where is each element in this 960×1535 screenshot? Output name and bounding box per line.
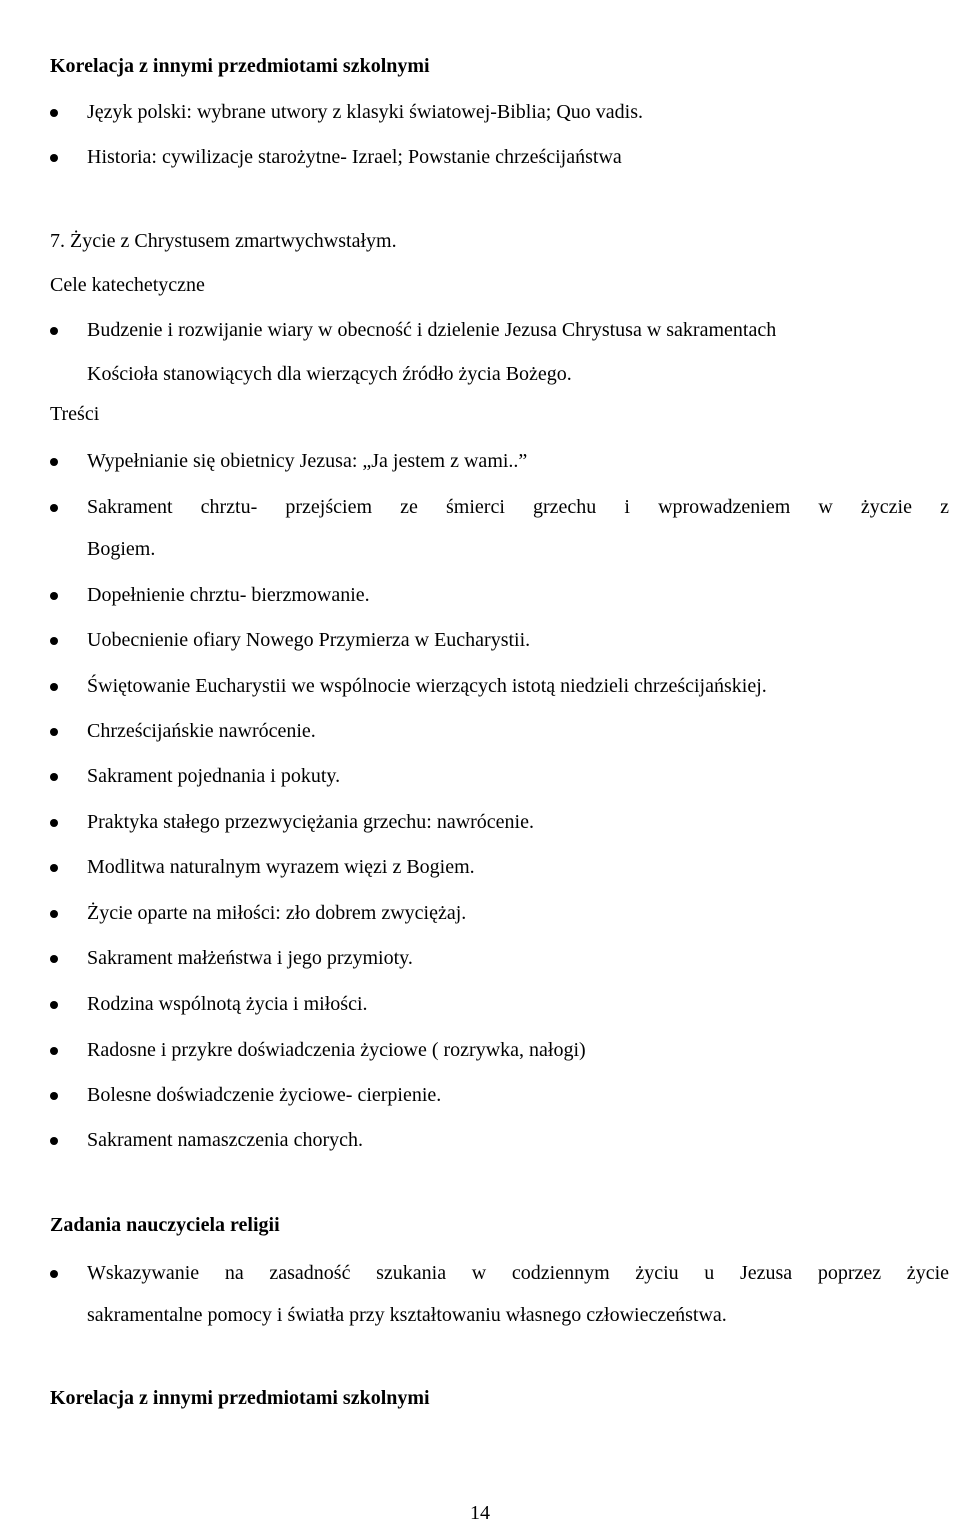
teacher-tasks-heading: Zadania nauczyciela religii bbox=[50, 1214, 280, 1236]
bullet-icon bbox=[50, 955, 58, 963]
bullet-icon bbox=[50, 910, 58, 918]
list-item-text: Świętowanie Eucharystii we wspólnocie wierzących istotą niedzieli chrześcijańskiej. bbox=[87, 675, 767, 697]
list-item-text: Sakrament namaszczenia chorych. bbox=[87, 1129, 363, 1151]
list-item-text: Rodzina wspólnotą życia i miłości. bbox=[87, 993, 368, 1015]
bullet-icon bbox=[50, 864, 58, 872]
list-item-text: Wypełnianie się obietnicy Jezusa: „Ja jestem z wami..” bbox=[87, 450, 528, 472]
bullet-icon bbox=[50, 773, 58, 781]
list-item-text: Wskazywanie na zasadność szukania w codziennym życiu u Jezusa poprzez życie bbox=[87, 1262, 949, 1284]
bullet-icon bbox=[50, 819, 58, 827]
goals-heading: Cele katechetyczne bbox=[50, 274, 205, 296]
bullet-icon bbox=[50, 504, 58, 512]
page-number: 14 bbox=[470, 1502, 490, 1524]
bullet-icon bbox=[50, 637, 58, 645]
list-item-text: Chrześcijańskie nawrócenie. bbox=[87, 720, 316, 742]
bullet-icon bbox=[50, 1001, 58, 1009]
bullet-icon bbox=[50, 728, 58, 736]
section-heading-correlation-end: Korelacja z innymi przedmiotami szkolnymi bbox=[50, 1387, 430, 1409]
bullet-icon bbox=[50, 1137, 58, 1145]
section-heading-correlation: Korelacja z innymi przedmiotami szkolnymi bbox=[50, 55, 430, 77]
bullet-icon bbox=[50, 683, 58, 691]
list-item-text: Sakrament małżeństwa i jego przymioty. bbox=[87, 947, 413, 969]
list-item-text: Sakrament chrztu- przejściem ze śmierci grzechu i wprowadzeniem w życzie z bbox=[87, 496, 949, 518]
list-item-text: Sakrament pojednania i pokuty. bbox=[87, 765, 341, 787]
list-item-text: Dopełnienie chrztu- bierzmowanie. bbox=[87, 584, 370, 606]
bullet-icon bbox=[50, 154, 58, 162]
bullet-icon bbox=[50, 109, 58, 117]
bullet-icon bbox=[50, 592, 58, 600]
bullet-icon bbox=[50, 1092, 58, 1100]
bullet-icon bbox=[50, 1047, 58, 1055]
list-item-text: Język polski: wybrane utwory z klasyki światowej-Biblia; Quo vadis. bbox=[87, 101, 644, 123]
list-item-text: Praktyka stałego przezwyciężania grzechu: nawrócenie. bbox=[87, 811, 534, 833]
list-item-text: Bolesne doświadczenie życiowe- cierpienie. bbox=[87, 1084, 442, 1106]
list-item-text: Historia: cywilizacje starożytne- Izrael; Powstanie chrześcijaństwa bbox=[87, 146, 622, 168]
list-item-text: Modlitwa naturalnym wyrazem więzi z Bogiem. bbox=[87, 856, 475, 878]
bullet-icon bbox=[50, 327, 58, 335]
list-item-continuation: Bogiem. bbox=[87, 538, 156, 560]
list-item-continuation: sakramentalne pomocy i światła przy kształtowaniu własnego człowieczeństwa. bbox=[87, 1304, 727, 1326]
bullet-icon bbox=[50, 1270, 58, 1278]
list-item-text: Radosne i przykre doświadczenia życiowe ( rozrywka, nałogi) bbox=[87, 1039, 586, 1061]
bullet-icon bbox=[50, 458, 58, 466]
list-item-continuation: Kościoła stanowiących dla wierzących źródło życia Bożego. bbox=[87, 363, 572, 385]
list-item-text: Budzenie i rozwijanie wiary w obecność i dzielenie Jezusa Chrystusa w sakramentach bbox=[87, 319, 777, 341]
list-item-text: Życie oparte na miłości: zło dobrem zwyciężaj. bbox=[87, 902, 467, 924]
list-item-text: Uobecnienie ofiary Nowego Przymierza w Eucharystii. bbox=[87, 629, 531, 651]
content-heading: Treści bbox=[50, 403, 100, 425]
chapter-title: 7. Życie z Chrystusem zmartwychwstałym. bbox=[50, 230, 397, 252]
